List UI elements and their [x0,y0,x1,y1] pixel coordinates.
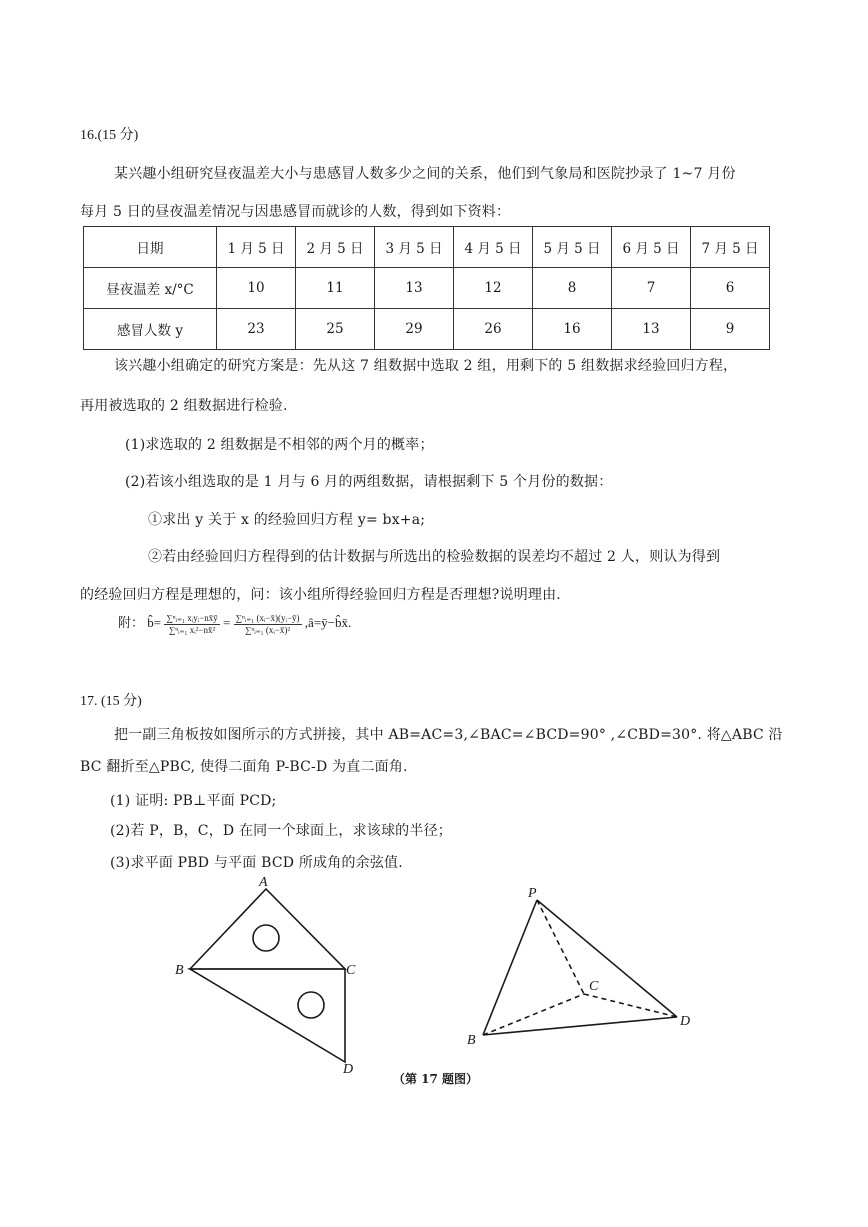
table-cell-x: 6 [691,268,770,309]
problem-17-intro-line-2: BC 翻折至△PBC, 使得二面角 P-BC-D 为直二面角. [80,759,408,775]
figure-caption: （第 17 题图） [393,1072,479,1086]
table-cell-date: 2 月 5 日 [296,227,375,268]
table-cell-y: 29 [375,309,454,350]
formula-equals: = [223,615,231,630]
problem-16-heading: 16.(15 分) [80,128,139,143]
table-cell-y: 13 [612,309,691,350]
label-a: A [259,875,268,890]
problem-17-heading: 17. (15 分) [80,694,142,709]
table-cell-x: 8 [533,268,612,309]
triangle-abc [190,889,345,969]
problem-16-plan-line-2: 再用被选取的 2 组数据进行检验. [80,398,288,414]
plate-hole-upper [253,925,279,951]
label-p: P [528,886,537,901]
problem-16-plan-line-1: 该兴趣小组确定的研究方案是：先从这 7 组数据中选取 2 组，用剩下的 5 组数据求经验回归方程， [114,358,738,374]
label-d-left: D [343,1062,354,1077]
formula-denominator-1: ∑ⁿᵢ₌₁ xᵢ²−nx̄² [168,624,216,635]
edge-pb [483,900,537,1035]
triangle-bcd [190,969,345,1062]
table-row-y-label: 感冒人数 y [84,309,217,350]
figure-left-triangles [190,889,345,1062]
table-cell-date: 5 月 5 日 [533,227,612,268]
label-b-left: B [175,963,184,978]
edge-bd [483,1017,677,1035]
problem-17-question-2: (2)若 P，B，C，D 在同一个球面上，求该球的半径； [110,823,452,839]
formula-numerator-1: ∑ⁿᵢ₌₁ xᵢyᵢ−nx̄ȳ [166,612,218,623]
table-cell-date: 3 月 5 日 [375,227,454,268]
table-cell-date: 6 月 5 日 [612,227,691,268]
label-b-right: B [467,1033,476,1048]
table-cell-x: 10 [217,268,296,309]
formula-b-hat: b̂= [147,615,162,630]
plate-hole-lower [298,992,324,1018]
table-cell-y: 26 [454,309,533,350]
label-c-right: C [589,979,599,994]
problem-16-intro-line-2: 每月 5 日的昼夜温差情况与因患感冒而就诊的人数，得到如下资料： [80,204,511,220]
edge-pd [537,900,677,1017]
table-cell-x: 13 [375,268,454,309]
formula-denominator-2: ∑ⁿᵢ₌₁ (xᵢ−x̄)² [245,624,291,635]
appendix-label: 附： [118,615,145,630]
edge-bc-hidden [483,994,584,1035]
problem-17-question-3: (3)求平面 PBD 与平面 BCD 所成角的余弦值. [110,855,403,871]
label-c-left: C [346,963,356,978]
problem-17-intro-line-1: 把一副三角板按如图所示的方式拼接，其中 AB=AC=3,∠BAC=∠BCD=90° ,∠CBD=30°. 将△ABC 沿 [114,727,783,743]
problem-16-question-2b-line-1: ②若由经验回归方程得到的估计数据与所选出的检验数据的误差均不超过 2 人，则认为得到 [148,549,721,565]
table-cell-date: 7 月 5 日 [691,227,770,268]
table-row-x-label: 昼夜温差 x/°C [84,268,217,309]
problem-16-question-2a: ①求出 y 关于 x 的经验回归方程 y= bx+a; [148,512,426,528]
formula-a-hat: ,â=ȳ−b̂x̄. [304,615,352,630]
edge-pc-hidden [537,900,584,994]
table-cell-date: 4 月 5 日 [454,227,533,268]
figure-right-tetrahedron [483,900,677,1035]
problem-16-intro-line-1: 某兴趣小组研究昼夜温差大小与患感冒人数多少之间的关系，他们到气象局和医院抄录了 1~7 月份 [114,166,736,182]
table-cell-y: 16 [533,309,612,350]
table-cell-x: 7 [612,268,691,309]
problem-16-question-2: (2)若该小组选取的是 1 月与 6 月的两组数据，请根据剩下 5 个月份的数据： [125,474,613,490]
problem-16-question-2b-line-2: 的经验回归方程是理想的，问：该小组所得经验回归方程是否理想?说明理由. [80,587,561,603]
table-cell-x: 12 [454,268,533,309]
table-cell-y: 23 [217,309,296,350]
table-cell-date: 1 月 5 日 [217,227,296,268]
table-cell-y: 25 [296,309,375,350]
problem-16-question-1: (1)求选取的 2 组数据是不相邻的两个月的概率； [125,437,434,453]
problem-17-question-1: (1) 证明: PB⊥平面 PCD; [110,793,277,809]
formula-numerator-2: ∑ⁿᵢ₌₁ (xᵢ−x̄)(yᵢ−ȳ) [235,612,300,623]
table-header-label: 日期 [84,227,217,268]
label-d-right: D [680,1014,691,1029]
table-cell-x: 11 [296,268,375,309]
table-cell-y: 9 [691,309,770,350]
